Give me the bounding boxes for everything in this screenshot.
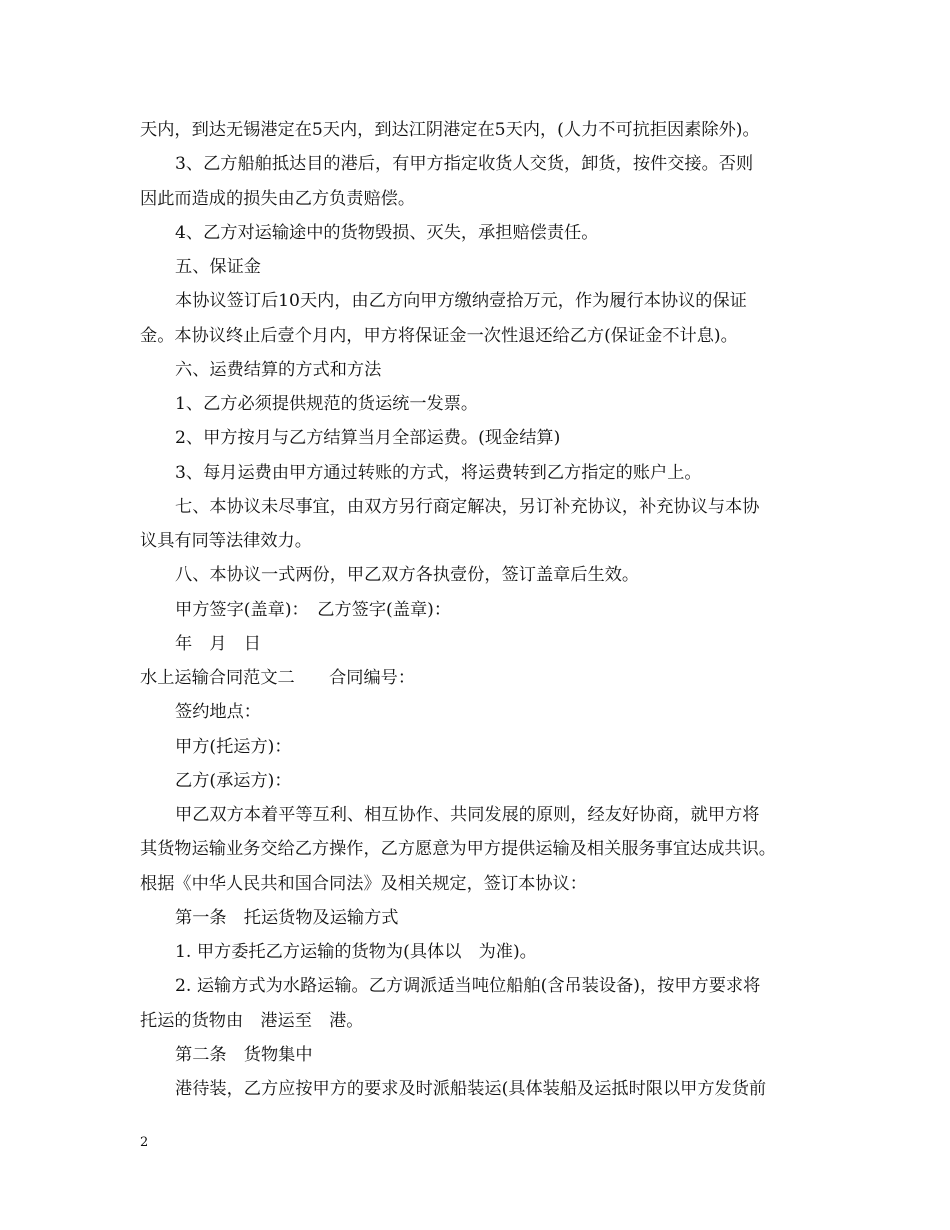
text-line: 五、保证金	[175, 257, 261, 277]
text-line: 七、本协议未尽事宜，由双方另行商定解决，另订补充协议，补充协议与本协	[175, 496, 760, 517]
text-line: 因此而造成的损失由乙方负责赔偿。	[140, 188, 416, 209]
text-line: 根据《中华人民共和国合同法》及相关规定，签订本协议：	[140, 873, 587, 894]
text-line: 托运的货物由 港运至 港。	[140, 1010, 364, 1031]
page-number: 2	[140, 1135, 149, 1150]
text-line: 3、每月运费由甲方通过转账的方式，将运费转到乙方指定的账户上。	[175, 462, 702, 483]
text-line: 甲方签字(盖章)： 乙方签字(盖章)：	[175, 599, 452, 620]
text-line: 1、乙方必须提供规范的货运统一发票。	[175, 394, 479, 414]
text-line: 3、乙方船舶抵达目的港后，有甲方指定收货人交货，卸货，按件交接。否则	[175, 154, 754, 175]
text-line: 第二条 货物集中	[175, 1044, 313, 1065]
text-line: 签约地点：	[175, 702, 261, 723]
text-line: 年 月 日	[175, 633, 261, 654]
text-line: 甲乙双方本着平等互利、相互协作、共同发展的原则，经友好协商，就甲方将	[175, 805, 760, 825]
text-line: 2. 运输方式为水路运输。乙方调派适当吨位船舶(含吊装设备)，按甲方要求将	[175, 976, 761, 997]
text-line: 天内，到达无锡港定在5天内，到达江阴港定在5天内，(人力不可抗拒因素除外)。	[140, 120, 760, 140]
text-line: 八、本协议一式两份，甲乙双方各执壹份，签订盖章后生效。	[175, 565, 640, 586]
text-line: 其货物运输业务交给乙方操作，乙方愿意为甲方提供运输及相关服务事宜达成共识。	[140, 839, 776, 860]
text-line: 金。本协议终止后壹个月内，甲方将保证金一次性退还给乙方(保证金不计息)。	[140, 325, 738, 346]
text-line: 1. 甲方委托乙方运输的货物为(具体以 为准)。	[175, 942, 537, 962]
text-line: 甲方(托运方)：	[175, 736, 292, 757]
text-line: 港待装，乙方应按甲方的要求及时派船装运(具体装船及运抵时限以甲方发货前	[175, 1079, 767, 1099]
text-line: 4、乙方对运输途中的货物毁损、灭失，承担赔偿责任。	[175, 222, 599, 243]
text-line: 第一条 托运货物及运输方式	[175, 907, 399, 928]
text-line: 乙方(承运方)：	[175, 770, 292, 791]
text-line: 本协议签订后10天内，由乙方向甲方缴纳壹拾万元，作为履行本协议的保证	[175, 291, 747, 312]
text-line: 六、运费结算的方式和方法	[175, 359, 382, 380]
text-line: 2、甲方按月与乙方结算当月全部运费。(现金结算)	[175, 428, 561, 449]
text-line: 议具有同等法律效力。	[140, 531, 312, 551]
text-line: 水上运输合同范文二 合同编号：	[140, 668, 416, 688]
